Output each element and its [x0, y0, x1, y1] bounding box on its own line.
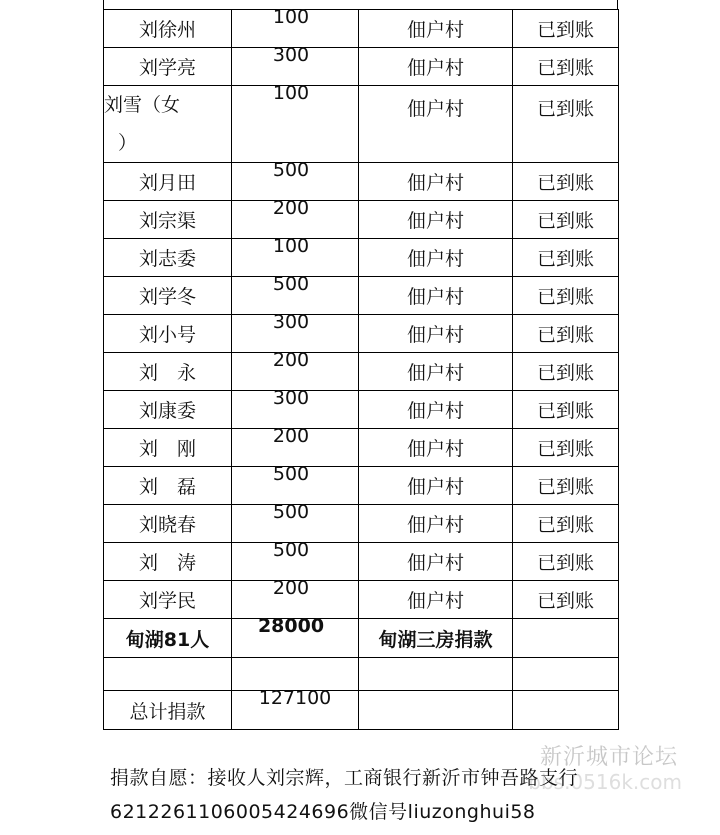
payment-status: 已到账 [513, 391, 619, 429]
donor-village: 佃户村 [359, 277, 513, 315]
watermark-url: bbs.0516k.com [528, 770, 682, 794]
footer-line-1: 捐款自愿：接收人刘宗辉，工商银行新沂市钟吾路支行 [110, 767, 579, 789]
donor-name: 刘晓春 [104, 505, 232, 543]
donation-amount-value: 200 [272, 425, 310, 447]
payment-status: 已到账 [513, 429, 619, 467]
donor-village: 佃户村 [359, 163, 513, 201]
donor-village: 佃户村 [359, 48, 513, 86]
donation-amount-value: 200 [272, 577, 310, 599]
donation-table-body [104, 6, 619, 730]
donation-amount-value: 500 [272, 463, 310, 485]
donation-amount-value: 300 [272, 44, 310, 66]
subtotal-amount-value: 28000 [257, 615, 325, 637]
donation-amount [232, 577, 359, 619]
table-row [104, 467, 619, 505]
donation-amount [232, 539, 359, 581]
donation-amount-value: 300 [272, 311, 310, 333]
payment-status: 已到账 [513, 239, 619, 277]
table-row [104, 581, 619, 619]
donation-table [103, 6, 619, 730]
table-row [104, 48, 619, 86]
donor-village: 佃户村 [359, 391, 513, 429]
donation-amount-value: 100 [272, 235, 310, 257]
watermark-title: 新沂城市论坛 [539, 745, 678, 770]
table-row [104, 543, 619, 581]
donation-amount [232, 311, 359, 353]
table-row [104, 10, 619, 48]
donor-name: 刘志委 [104, 239, 232, 277]
subtotal-status [513, 619, 619, 658]
donor-village: 佃户村 [359, 581, 513, 619]
payment-status: 已到账 [513, 467, 619, 505]
payment-status: 已到账 [513, 315, 619, 353]
payment-status: 已到账 [513, 163, 619, 201]
subtotal-note: 甸湖三房捐款 [359, 619, 513, 658]
donation-amount [232, 159, 359, 201]
table-row [104, 86, 619, 163]
donor-village: 佃户村 [359, 543, 513, 581]
empty-cell [359, 691, 513, 730]
donor-village: 佃户村 [359, 201, 513, 239]
empty-cell [359, 658, 513, 691]
payment-status: 已到账 [513, 48, 619, 86]
payment-status: 已到账 [513, 353, 619, 391]
donation-amount-value: 500 [272, 273, 310, 295]
donation-amount-value: 100 [272, 82, 310, 104]
table-row [104, 239, 619, 277]
donor-village: 佃户村 [359, 10, 513, 48]
payment-status: 已到账 [513, 543, 619, 581]
donor-village: 佃户村 [359, 505, 513, 543]
subtotal-amount [232, 615, 359, 658]
donation-amount [232, 197, 359, 239]
donation-amount [232, 273, 359, 315]
total-amount [232, 687, 359, 730]
footer-line-2: 6212261106005424696微信号liuzonghui58 [110, 801, 536, 823]
donor-name: 刘 磊 [104, 467, 232, 505]
payment-status: 已到账 [513, 581, 619, 619]
table-row [104, 201, 619, 239]
total-amount-value: 127100 [258, 687, 332, 709]
donation-amount-value: 500 [272, 539, 310, 561]
donation-amount-value: 500 [272, 501, 310, 523]
empty-cell [513, 691, 619, 730]
donation-amount [232, 235, 359, 277]
donation-amount-value: 100 [272, 6, 310, 28]
donor-name: 刘学民 [104, 581, 232, 619]
donation-amount [232, 349, 359, 391]
donation-amount-value: 300 [272, 387, 310, 409]
empty-row [104, 658, 619, 691]
payment-status: 已到账 [513, 505, 619, 543]
donation-amount [232, 463, 359, 505]
donor-village: 佃户村 [359, 239, 513, 277]
donor-name: 刘 涛 [104, 543, 232, 581]
table-row [104, 391, 619, 429]
donor-village: 佃户村 [359, 467, 513, 505]
payment-status: 已到账 [513, 10, 619, 48]
donor-village: 佃户村 [359, 315, 513, 353]
table-row [104, 505, 619, 543]
donation-amount [232, 387, 359, 429]
donor-village: 佃户村 [359, 86, 513, 163]
table-row [104, 277, 619, 315]
donation-amount [232, 6, 359, 48]
payment-status: 已到账 [513, 201, 619, 239]
total-label: 总计捐款 [104, 691, 232, 730]
donor-name: 刘学冬 [104, 277, 232, 315]
donor-name: 刘徐州 [104, 10, 232, 48]
payment-status: 已到账 [513, 86, 619, 163]
donor-name: 刘月田 [104, 163, 232, 201]
donor-name: 刘康委 [104, 391, 232, 429]
donor-name: 刘学亮 [104, 48, 232, 86]
donation-amount-value: 500 [272, 159, 310, 181]
donor-name [104, 86, 232, 163]
donation-amount [232, 425, 359, 467]
donor-name: 刘 刚 [104, 429, 232, 467]
donation-amount [232, 44, 359, 86]
subtotal-row [104, 619, 619, 658]
donation-amount [232, 501, 359, 543]
donation-amount [232, 82, 359, 163]
donor-name: 刘宗渠 [104, 201, 232, 239]
donor-name: 刘小号 [104, 315, 232, 353]
donor-village: 佃户村 [359, 353, 513, 391]
donation-amount-value: 200 [272, 197, 310, 219]
empty-cell [232, 658, 359, 691]
table-row [104, 315, 619, 353]
empty-cell [513, 658, 619, 691]
donor-name-line1: 刘雪（女 [104, 94, 181, 116]
total-row [104, 691, 619, 730]
donation-amount-value: 200 [272, 349, 310, 371]
donor-name-line2: ） [118, 132, 138, 154]
table-row [104, 429, 619, 467]
empty-cell [104, 658, 232, 691]
table-row [104, 353, 619, 391]
payment-status: 已到账 [513, 277, 619, 315]
table-row [104, 163, 619, 201]
donor-village: 佃户村 [359, 429, 513, 467]
donor-name: 刘 永 [104, 353, 232, 391]
subtotal-label: 甸湖81人 [104, 619, 232, 658]
